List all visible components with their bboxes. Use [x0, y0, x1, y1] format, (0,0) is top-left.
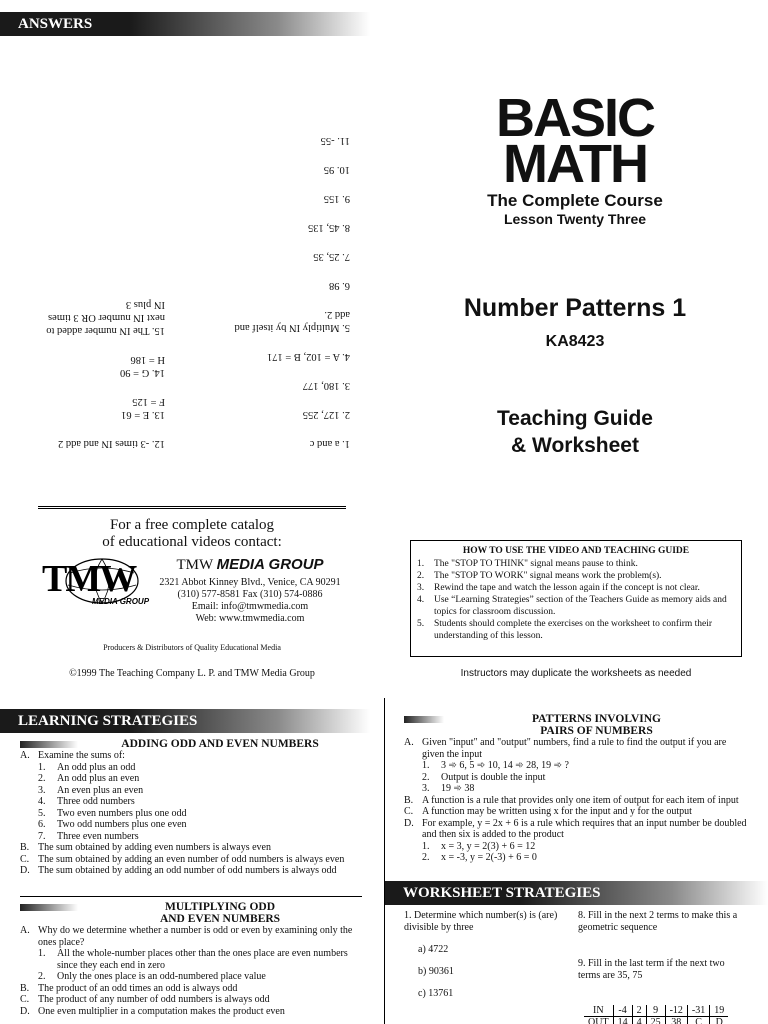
copyright: ©1999 The Teaching Company L. P. and TMW Media Group: [69, 668, 315, 679]
answer-line: F = 125: [132, 396, 165, 407]
company-email: Email: info@tmwmedia.com: [191, 601, 309, 612]
adding-heading: ADDING ODD AND EVEN NUMBERS: [121, 738, 319, 750]
table-cell: 9: [646, 1005, 665, 1017]
option-a: a) 4722: [418, 944, 449, 955]
sub-text: All the whole-number places other than the ones place are even numbers since they each end in zero: [57, 948, 348, 971]
company-address: 2321 Abbot Kinney Blvd., Venice, CA 90291: [159, 577, 341, 588]
table-cell: -31: [687, 1005, 709, 1017]
outline-text: Examine the sums of:: [38, 750, 125, 761]
company-contact: [150, 556, 350, 625]
answer-line: 1. a and c: [309, 438, 350, 449]
outline-item: A. Given "input" and "output" numbers, find a rule to find the output if you are given the input: [404, 737, 749, 760]
how-to-item: [417, 618, 735, 642]
learning-strategies-label: LEARNING STRATEGIES: [18, 713, 198, 729]
outline-item: C. A function may be written using x for the input and y for the output: [404, 806, 692, 817]
lesson-number: Lesson Twenty Three: [503, 211, 647, 227]
answers-column-1: [180, 118, 350, 450]
sub-text: x = -3, y = 2(-3) + 6 = 0: [441, 852, 537, 863]
lesson-code: KA8423: [545, 333, 605, 350]
answer-line: H = 186: [130, 354, 165, 365]
io-table: [584, 1005, 728, 1024]
outline-item: B. The product of an odd times an odd is always odd: [20, 982, 238, 994]
course-title-block: [430, 88, 720, 227]
heading-gradient: [20, 904, 78, 911]
item-number: 2.: [417, 571, 425, 581]
item-number: 4.: [417, 595, 425, 605]
adding-heading-row: [20, 738, 362, 750]
io-table-wrapper: [584, 1005, 728, 1024]
adding-section: [20, 738, 362, 877]
sub-item: 3. An even plus an even: [38, 784, 144, 796]
sub-text: Three odd numbers: [57, 796, 135, 807]
outline-text: Why do we determine whether a number is odd or even by examining only the ones place?: [38, 925, 353, 948]
how-to-use-heading: HOW TO USE THE VIDEO AND TEACHING GUIDE: [462, 546, 690, 556]
how-to-item: [417, 558, 735, 570]
answer-line: next IN number OR 3 times: [48, 312, 165, 323]
how-to-use-box: [410, 540, 742, 657]
outline-text: Given "input" and "output" numbers, find a rule to find the output if you are given the input: [422, 737, 727, 760]
sub-list: [20, 762, 362, 843]
sub-text: Two odd numbers plus one even: [57, 819, 187, 830]
title-basic: BASIC: [495, 88, 654, 148]
lesson-name: Number Patterns 1: [463, 294, 687, 322]
how-to-item: [417, 594, 735, 618]
table-cell: 14: [613, 1017, 632, 1024]
sub-item: 5. Two even numbers plus one odd: [38, 807, 187, 819]
table-row-in: [584, 1005, 728, 1017]
sub-item: 6. Two odd numbers plus one even: [38, 819, 187, 830]
sub-item: 2. An odd plus an even: [38, 773, 140, 784]
table-row-out: [584, 1017, 728, 1024]
table-cell: 25: [646, 1017, 665, 1024]
answer-line: 3. 180, 177: [302, 380, 350, 391]
sub-text: An odd plus an even: [57, 773, 140, 784]
patterns-heading: [444, 713, 749, 737]
option-b: b) 90361: [418, 966, 454, 977]
answer-line: 12. -3 times IN and add 2: [57, 438, 165, 449]
sub-item: 1. 3 ➾ 6, 5 ➾ 10, 14 ➾ 28, 19 ➾ ?: [422, 760, 569, 771]
outline-item: D. The sum obtained by adding an odd number of odd numbers is always odd: [20, 865, 337, 876]
answer-line: 13. E = 61: [121, 409, 165, 420]
sub-text: Two even numbers plus one odd: [57, 807, 187, 819]
patterns-heading-line1: PATTERNS INVOLVING: [532, 713, 661, 725]
guide-title-line1: Teaching Guide: [497, 407, 653, 430]
question-text: 8. Fill in the next 2 terms to make this a geometric sequence: [578, 910, 738, 933]
outline-item: A. Why do we determine whether a number is odd or even by examining only the ones place?: [20, 925, 362, 948]
answer-line: IN plus 3: [125, 299, 165, 310]
sub-text: Output is double the input: [441, 771, 546, 783]
sub-list: [404, 841, 749, 864]
table-cell: OUT: [588, 1017, 609, 1024]
table-cell: -4: [613, 1005, 632, 1017]
outline-text: A function is a rule that provides only one item of output for each item of input: [422, 794, 739, 806]
sub-text: 19 ➾ 38: [441, 783, 475, 794]
outline-item: C. The sum obtained by adding an even number of odd numbers is always even: [20, 853, 345, 865]
answer-line: 15. The IN number added to: [46, 325, 165, 336]
logo-subtext: MEDIA GROUP: [92, 597, 150, 606]
course-subtitle: The Complete Course: [487, 191, 663, 210]
question-text: 1. Determine which number(s) is (are) divisible by three: [404, 910, 558, 933]
table-cell: 4: [632, 1017, 646, 1024]
multiplying-section: [20, 896, 362, 1017]
answers-header-bar: [0, 12, 370, 36]
how-to-item: [417, 570, 735, 582]
how-to-item: [417, 582, 735, 594]
item-text: Rewind the tape and watch the lesson again if the concept is not clear.: [434, 583, 700, 593]
outline-text: The sum obtained by adding even numbers is always even: [38, 842, 271, 853]
outline-item: B. The sum obtained by adding even numbers is always even: [20, 842, 271, 853]
table-cell: 19: [710, 1005, 729, 1017]
catalog-line1: For a free complete catalog: [109, 517, 275, 533]
sub-text: 3 ➾ 6, 5 ➾ 10, 14 ➾ 28, 19 ➾ ?: [441, 760, 569, 771]
answers-header-label: ANSWERS: [18, 16, 93, 32]
sub-item: 2. Only the ones place is an odd-numbered place value: [38, 971, 266, 982]
sub-text: An odd plus an odd: [57, 761, 136, 773]
patterns-heading-row: [404, 713, 749, 737]
sub-item: 1. All the whole-number places other than the ones place are even numbers since they each end in zero: [38, 948, 362, 971]
worksheet-question-8: [578, 910, 748, 934]
item-text: Students should complete the exercises on the worksheet to confirm their understanding of this lesson.: [434, 619, 713, 641]
company-name: [150, 556, 350, 574]
table-cell: 2: [632, 1005, 646, 1017]
answer-line: 11. -55: [320, 135, 350, 146]
outline-item: D. One even multiplier in a computation makes the product even: [20, 1005, 285, 1017]
table-cell: IN: [584, 1005, 613, 1017]
outline-text: The sum obtained by adding an odd number of odd numbers is always odd: [38, 865, 337, 876]
item-number: 3.: [417, 583, 425, 593]
worksheet-question-9: [578, 958, 748, 982]
sub-item: 3. 19 ➾ 38: [422, 783, 475, 794]
learning-strategies-bar: [0, 709, 370, 733]
table-cell: D: [710, 1017, 729, 1024]
heading-gradient: [20, 741, 78, 748]
answer-line: add 2.: [324, 309, 350, 320]
answer-line: 5. Multiply IN by itself and: [234, 322, 350, 333]
answer-line: 10. 95: [323, 164, 350, 175]
outline-text: The sum obtained by adding an even number of odd numbers is always even: [38, 853, 345, 865]
company-name-italic: MEDIA GROUP: [216, 556, 324, 573]
sub-item: 1. An odd plus an odd: [38, 761, 136, 773]
guide-title: [430, 405, 720, 459]
answer-line: 8. 45, 135: [308, 222, 350, 233]
company-name-roman: TMW: [176, 557, 213, 573]
outline-item: B. A function is a rule that provides only one item of output for each item of input: [404, 794, 739, 806]
patterns-heading-line2: PAIRS OF NUMBERS: [540, 725, 653, 737]
multiplying-heading-row: [20, 901, 362, 925]
guide-title-line2: & Worksheet: [511, 434, 639, 457]
answer-line: 14. G = 90: [119, 367, 165, 378]
title-math: MATH: [503, 134, 647, 194]
answer-line: 2. 127, 255: [302, 409, 350, 420]
item-text: Use “Learning Strategies” section of the Teachers Guide as memory aids and topics for classroom discussion.: [434, 595, 727, 617]
table-cell: C: [687, 1017, 709, 1024]
multiplying-heading: [78, 901, 362, 925]
item-number: 5.: [417, 619, 425, 629]
answer-line: 4. A = 102, B = 171: [266, 351, 350, 362]
sub-text: An even plus an even: [57, 784, 144, 796]
table-cell: 38: [665, 1017, 687, 1024]
sub-item: 2. x = -3, y = 2(-3) + 6 = 0: [422, 852, 537, 863]
multiplying-heading-line1: MULTIPLYING ODD: [164, 901, 276, 913]
sub-item: 1. x = 3, y = 2(3) + 6 = 12: [422, 840, 536, 852]
sub-text: Three even numbers: [57, 830, 139, 842]
sub-item: 7. Three even numbers: [38, 830, 139, 842]
answer-line: 9. 155: [323, 193, 350, 204]
outline-text: The product of an odd times an odd is always odd: [38, 982, 238, 994]
answer-line: 7. 25, 35: [313, 251, 350, 262]
sub-list: [404, 760, 749, 795]
outline-item: A. Examine the sums of:: [20, 750, 125, 761]
outline-text: One even multiplier in a computation makes the product even: [38, 1005, 285, 1017]
column-divider: [384, 698, 385, 1024]
sub-text: Only the ones place is an odd-numbered place value: [57, 971, 266, 982]
patterns-section: [404, 713, 749, 864]
answers-block-inverted: [30, 120, 350, 450]
item-text: The "STOP TO WORK" signal means work the problem(s).: [434, 571, 662, 581]
outline-text: For example, y = 2x + 6 is a rule which requires that an input number be doubled and then six is added to the product: [422, 817, 747, 840]
answers-column-2: [25, 298, 165, 450]
outline-text: A function may be written using x for the input and y for the output: [422, 806, 692, 817]
producers-tagline: Producers & Distributors of Quality Educational Media: [103, 643, 281, 652]
table-cell: -12: [665, 1005, 687, 1017]
option-c: c) 13761: [418, 988, 454, 999]
outline-item: D. For example, y = 2x + 6 is a rule which requires that an input number be doubled and then six is added to the product: [404, 818, 749, 841]
catalog-line2: of educational videos contact:: [102, 534, 282, 550]
outline-item: C. The product of any number of odd numbers is always odd: [20, 994, 270, 1005]
multiplying-heading-line2: AND EVEN NUMBERS: [159, 913, 281, 925]
sub-item: 4. Three odd numbers: [38, 796, 135, 807]
sub-item: 2. Output is double the input: [422, 771, 546, 783]
item-text: The "STOP TO THINK" signal means pause to think.: [434, 559, 638, 569]
tmw-logo: [40, 555, 155, 610]
item-number: 1.: [417, 559, 425, 569]
answer-line: 6. 98: [329, 280, 350, 291]
instructors-note: Instructors may duplicate the worksheets as needed: [460, 668, 692, 679]
logo-text: TMW: [42, 558, 136, 600]
heading-gradient: [404, 716, 444, 723]
company-web: Web: www.tmwmedia.com: [195, 613, 305, 624]
outline-text: The product of any number of odd numbers is always odd: [38, 994, 270, 1005]
catalog-notice: [38, 506, 346, 551]
worksheet-question-1: [404, 910, 564, 1000]
worksheet-strategies-label: WORKSHEET STRATEGIES: [403, 885, 601, 901]
question-text: 9. Fill in the last term if the next two terms are 35, 75: [578, 958, 725, 981]
sub-text: x = 3, y = 2(3) + 6 = 12: [441, 840, 536, 852]
company-phone: (310) 577-8581 Fax (310) 574-0886: [177, 589, 323, 600]
worksheet-strategies-bar: [385, 881, 768, 905]
sub-list: [20, 948, 362, 983]
